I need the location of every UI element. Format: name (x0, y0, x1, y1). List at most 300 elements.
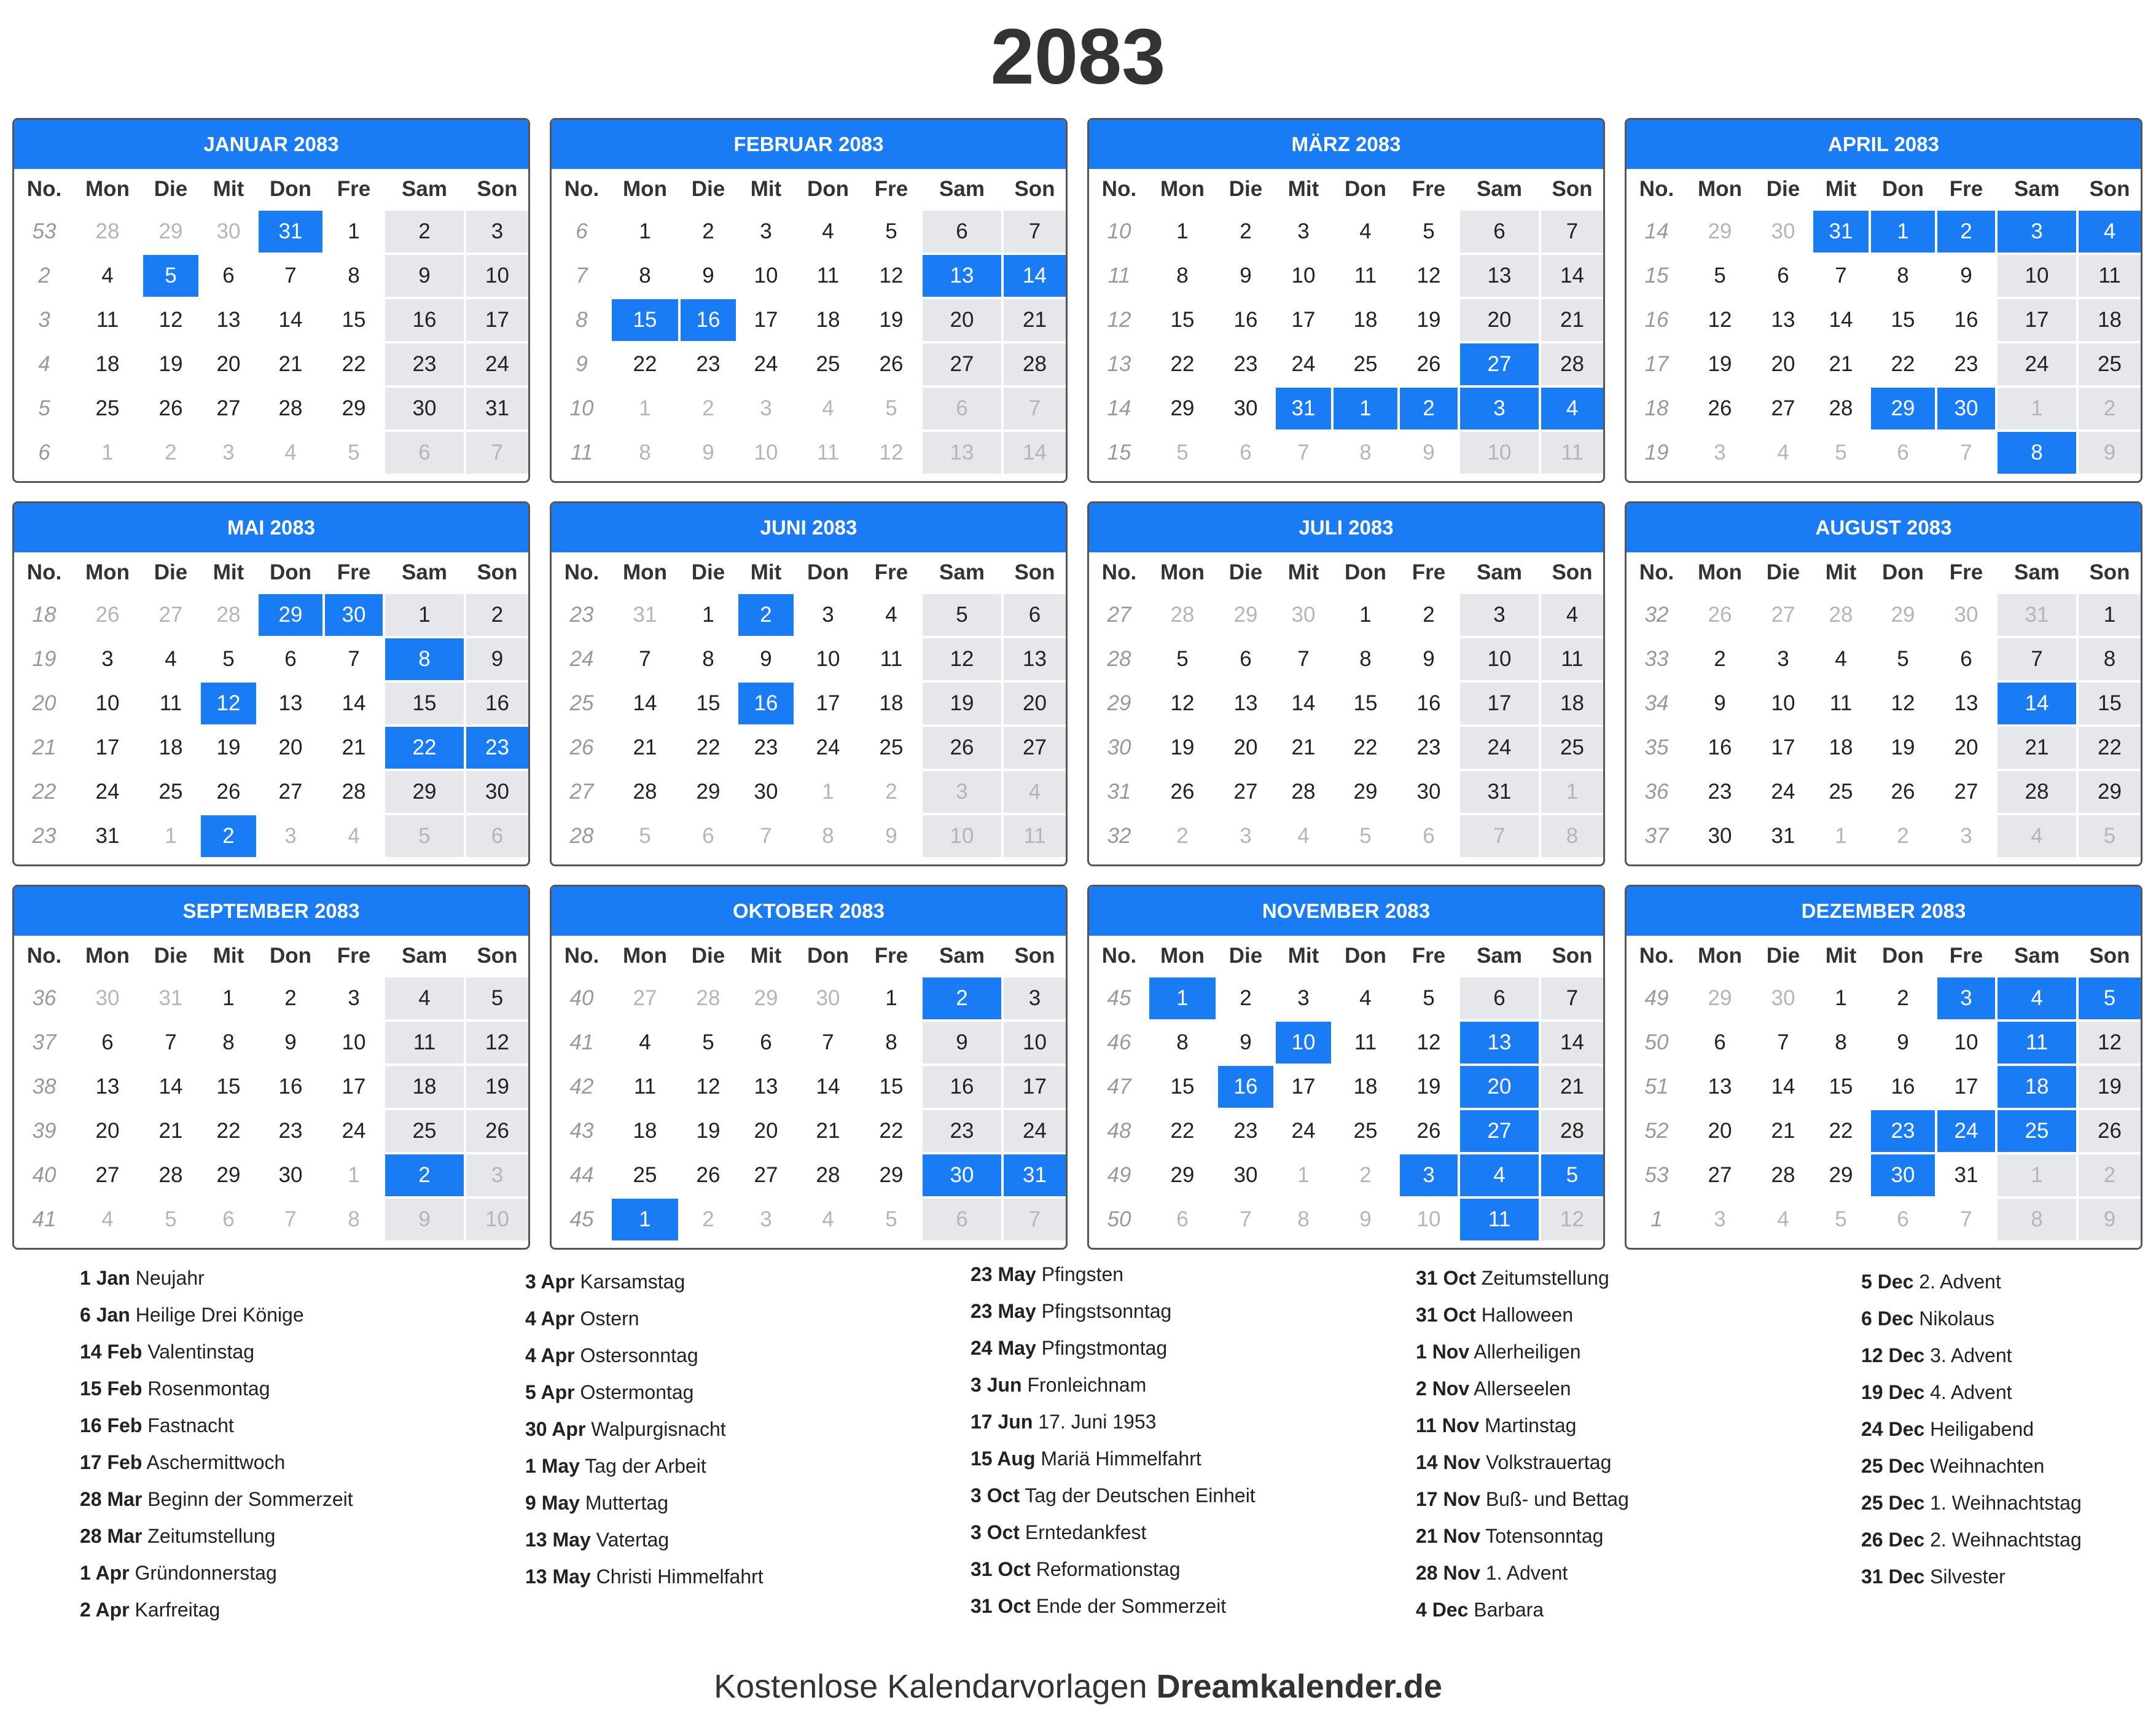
day-cell[interactable]: 20 (1954, 735, 1978, 759)
day-cell[interactable]: 8 (222, 1030, 235, 1054)
day-cell[interactable]: 30 (1954, 603, 1978, 627)
day-cell[interactable]: 25 (1541, 727, 1603, 769)
day-cell-holiday[interactable]: 29 (259, 594, 322, 636)
day-cell[interactable]: 2 (284, 986, 297, 1010)
day-cell[interactable]: 8 (1541, 815, 1603, 857)
day-cell[interactable]: 12 (1541, 1199, 1603, 1240)
day-cell[interactable]: 14 (342, 691, 366, 715)
day-cell[interactable]: 6 (1460, 211, 1539, 253)
day-cell[interactable]: 28 (633, 780, 657, 804)
day-cell-holiday[interactable]: 4 (1998, 977, 2076, 1019)
day-cell[interactable]: 17 (1460, 683, 1539, 724)
day-cell[interactable]: 4 (385, 977, 464, 1019)
day-cell[interactable]: 5 (1176, 647, 1189, 671)
day-cell[interactable]: 1 (1835, 824, 1847, 848)
day-cell[interactable]: 8 (885, 1030, 897, 1054)
day-cell[interactable]: 19 (1708, 352, 1732, 376)
day-cell[interactable]: 6 (1240, 647, 1252, 671)
day-cell-holiday[interactable]: 14 (1998, 683, 2076, 724)
day-cell[interactable]: 29 (2079, 771, 2141, 813)
day-cell-holiday[interactable]: 27 (1460, 1110, 1539, 1152)
day-cell[interactable]: 30 (1771, 219, 1795, 243)
day-cell[interactable]: 19 (1416, 1075, 1441, 1099)
day-cell-holiday[interactable]: 4 (1541, 388, 1603, 429)
day-cell[interactable]: 29 (1829, 1163, 1853, 1187)
day-cell[interactable]: 1 (1998, 388, 2076, 429)
day-cell[interactable]: 17 (816, 691, 840, 715)
day-cell[interactable]: 23 (754, 735, 778, 759)
day-cell[interactable]: 4 (1835, 647, 1847, 671)
day-cell[interactable]: 7 (1004, 211, 1066, 253)
day-cell[interactable]: 4 (822, 219, 834, 243)
day-cell[interactable]: 12 (1891, 691, 1915, 715)
day-cell[interactable]: 7 (1297, 441, 1310, 464)
day-cell[interactable]: 1 (348, 219, 360, 243)
day-cell[interactable]: 23 (1233, 352, 1258, 376)
day-cell[interactable]: 12 (1416, 264, 1441, 288)
day-cell[interactable]: 30 (385, 388, 464, 429)
day-cell[interactable]: 20 (278, 735, 303, 759)
day-cell[interactable]: 26 (1416, 352, 1441, 376)
day-cell[interactable]: 7 (1998, 638, 2076, 680)
day-cell[interactable]: 30 (1771, 986, 1795, 1010)
day-cell[interactable]: 8 (1176, 264, 1189, 288)
day-cell[interactable]: 20 (95, 1119, 120, 1143)
day-cell[interactable]: 19 (466, 1066, 528, 1108)
day-cell[interactable]: 9 (385, 1199, 464, 1240)
day-cell[interactable]: 30 (1233, 396, 1258, 420)
day-cell[interactable]: 9 (1359, 1207, 1372, 1231)
day-cell-holiday[interactable]: 11 (1460, 1199, 1539, 1240)
day-cell[interactable]: 5 (1176, 441, 1189, 464)
day-cell[interactable]: 11 (816, 441, 840, 464)
day-cell[interactable]: 28 (1998, 771, 2076, 813)
day-cell-holiday[interactable]: 3 (1460, 388, 1539, 429)
day-cell[interactable]: 5 (165, 1207, 177, 1231)
day-cell[interactable]: 21 (278, 352, 303, 376)
day-cell[interactable]: 30 (95, 986, 120, 1010)
day-cell[interactable]: 9 (702, 441, 714, 464)
day-cell[interactable]: 13 (1708, 1075, 1732, 1099)
day-cell[interactable]: 28 (1829, 396, 1853, 420)
day-cell[interactable]: 21 (633, 735, 657, 759)
day-cell[interactable]: 9 (2079, 1199, 2141, 1240)
day-cell[interactable]: 26 (466, 1110, 528, 1152)
day-cell[interactable]: 9 (466, 638, 528, 680)
day-cell[interactable]: 23 (1708, 780, 1732, 804)
day-cell[interactable]: 29 (1891, 603, 1915, 627)
day-cell[interactable]: 14 (1771, 1075, 1795, 1099)
day-cell[interactable]: 11 (1004, 815, 1066, 857)
day-cell[interactable]: 31 (1998, 594, 2076, 636)
day-cell[interactable]: 10 (1998, 255, 2076, 297)
day-cell[interactable]: 24 (754, 352, 778, 376)
day-cell[interactable]: 27 (1771, 603, 1795, 627)
day-cell[interactable]: 6 (1897, 1207, 1909, 1231)
day-cell[interactable]: 12 (879, 264, 904, 288)
day-cell[interactable]: 13 (1004, 638, 1066, 680)
day-cell-holiday[interactable]: 30 (325, 594, 383, 636)
day-cell[interactable]: 29 (1170, 1163, 1195, 1187)
day-cell[interactable]: 14 (1829, 308, 1853, 332)
day-cell[interactable]: 11 (816, 264, 840, 288)
day-cell[interactable]: 10 (466, 1199, 528, 1240)
day-cell[interactable]: 30 (1291, 603, 1316, 627)
day-cell[interactable]: 26 (879, 352, 904, 376)
day-cell[interactable]: 5 (885, 1207, 897, 1231)
day-cell[interactable]: 27 (1233, 780, 1258, 804)
day-cell[interactable]: 8 (1835, 1030, 1847, 1054)
day-cell[interactable]: 14 (158, 1075, 183, 1099)
day-cell[interactable]: 8 (348, 264, 360, 288)
day-cell[interactable]: 13 (278, 691, 303, 715)
day-cell[interactable]: 8 (1176, 1030, 1189, 1054)
day-cell[interactable]: 14 (278, 308, 303, 332)
day-cell[interactable]: 28 (696, 986, 721, 1010)
day-cell[interactable]: 16 (466, 683, 528, 724)
day-cell[interactable]: 27 (1004, 727, 1066, 769)
day-cell[interactable]: 6 (1240, 441, 1252, 464)
day-cell-holiday[interactable]: 22 (385, 727, 464, 769)
day-cell[interactable]: 4 (101, 264, 114, 288)
day-cell[interactable]: 25 (1829, 780, 1853, 804)
day-cell-holiday[interactable]: 30 (1871, 1154, 1935, 1196)
day-cell-holiday[interactable]: 3 (1400, 1154, 1458, 1196)
day-cell[interactable]: 12 (1170, 691, 1195, 715)
day-cell[interactable]: 18 (1353, 308, 1378, 332)
day-cell[interactable]: 1 (1998, 1154, 2076, 1196)
day-cell[interactable]: 19 (696, 1119, 721, 1143)
day-cell-holiday[interactable]: 18 (1998, 1066, 2076, 1108)
day-cell[interactable]: 21 (1829, 352, 1853, 376)
day-cell[interactable]: 17 (1291, 1075, 1316, 1099)
day-cell[interactable]: 6 (923, 211, 1001, 253)
day-cell[interactable]: 17 (754, 308, 778, 332)
day-cell[interactable]: 11 (96, 308, 119, 332)
day-cell[interactable]: 24 (342, 1119, 366, 1143)
day-cell[interactable]: 19 (1891, 735, 1915, 759)
day-cell[interactable]: 5 (885, 396, 897, 420)
day-cell-holiday[interactable]: 5 (1541, 1154, 1603, 1196)
day-cell[interactable]: 14 (816, 1075, 840, 1099)
day-cell[interactable]: 2 (702, 1207, 714, 1231)
day-cell[interactable]: 7 (1460, 815, 1539, 857)
day-cell[interactable]: 12 (466, 1022, 528, 1064)
day-cell[interactable]: 1 (822, 780, 834, 804)
day-cell[interactable]: 31 (1460, 771, 1539, 813)
day-cell[interactable]: 31 (158, 986, 183, 1010)
day-cell[interactable]: 26 (1708, 603, 1732, 627)
day-cell-holiday[interactable]: 27 (1460, 343, 1539, 385)
day-cell[interactable]: 3 (822, 603, 834, 627)
day-cell-holiday[interactable]: 24 (1937, 1110, 1995, 1152)
day-cell[interactable]: 19 (2079, 1066, 2141, 1108)
day-cell[interactable]: 6 (284, 647, 297, 671)
day-cell-holiday[interactable]: 13 (923, 255, 1001, 297)
day-cell[interactable]: 20 (216, 352, 241, 376)
day-cell[interactable]: 25 (158, 780, 183, 804)
day-cell-holiday[interactable]: 20 (1460, 1066, 1539, 1108)
day-cell[interactable]: 2 (1240, 219, 1252, 243)
day-cell[interactable]: 8 (1998, 1199, 2076, 1240)
day-cell[interactable]: 11 (633, 1075, 657, 1099)
day-cell[interactable]: 15 (216, 1075, 241, 1099)
day-cell[interactable]: 4 (348, 824, 360, 848)
day-cell[interactable]: 10 (95, 691, 120, 715)
day-cell[interactable]: 13 (1771, 308, 1795, 332)
day-cell[interactable]: 29 (158, 219, 183, 243)
day-cell[interactable]: 24 (816, 735, 840, 759)
day-cell[interactable]: 2 (385, 211, 464, 253)
day-cell[interactable]: 9 (1240, 264, 1252, 288)
day-cell[interactable]: 6 (760, 1030, 772, 1054)
day-cell-holiday[interactable]: 2 (1937, 211, 1995, 253)
day-cell[interactable]: 29 (1708, 986, 1732, 1010)
day-cell[interactable]: 10 (923, 815, 1001, 857)
day-cell[interactable]: 18 (1829, 735, 1853, 759)
day-cell[interactable]: 9 (923, 1022, 1001, 1064)
day-cell[interactable]: 3 (222, 441, 235, 464)
day-cell[interactable]: 20 (754, 1119, 778, 1143)
day-cell[interactable]: 1 (165, 824, 177, 848)
day-cell[interactable]: 26 (95, 603, 120, 627)
day-cell[interactable]: 1 (1176, 219, 1189, 243)
day-cell[interactable]: 20 (1771, 352, 1795, 376)
day-cell[interactable]: 8 (639, 264, 651, 288)
day-cell[interactable]: 22 (696, 735, 721, 759)
day-cell[interactable]: 24 (1291, 352, 1316, 376)
day-cell[interactable]: 23 (1233, 1119, 1258, 1143)
day-cell[interactable]: 14 (1541, 1022, 1603, 1064)
day-cell[interactable]: 6 (1004, 594, 1066, 636)
day-cell[interactable]: 22 (342, 352, 366, 376)
day-cell[interactable]: 16 (1954, 308, 1978, 332)
day-cell[interactable]: 8 (1897, 264, 1909, 288)
day-cell[interactable]: 6 (702, 824, 714, 848)
day-cell[interactable]: 7 (1960, 441, 1972, 464)
day-cell[interactable]: 23 (385, 343, 464, 385)
day-cell[interactable]: 10 (1954, 1030, 1978, 1054)
day-cell[interactable]: 31 (633, 603, 657, 627)
day-cell[interactable]: 15 (696, 691, 721, 715)
day-cell[interactable]: 26 (2079, 1110, 2141, 1152)
day-cell[interactable]: 10 (1416, 1207, 1441, 1231)
day-cell[interactable]: 27 (1708, 1163, 1732, 1187)
day-cell[interactable]: 14 (1291, 691, 1316, 715)
day-cell[interactable]: 7 (639, 647, 651, 671)
day-cell-holiday[interactable]: 30 (1937, 388, 1995, 429)
day-cell[interactable]: 28 (278, 396, 303, 420)
day-cell-holiday[interactable]: 4 (1460, 1154, 1539, 1196)
day-cell[interactable]: 26 (1170, 780, 1195, 804)
day-cell-holiday[interactable]: 3 (1937, 977, 1995, 1019)
day-cell-holiday[interactable]: 2 (738, 594, 794, 636)
day-cell[interactable]: 7 (348, 647, 360, 671)
day-cell[interactable]: 3 (1460, 594, 1539, 636)
day-cell[interactable]: 27 (923, 343, 1001, 385)
day-cell[interactable]: 4 (165, 647, 177, 671)
day-cell[interactable]: 8 (702, 647, 714, 671)
day-cell[interactable]: 23 (1416, 735, 1441, 759)
day-cell[interactable]: 4 (885, 603, 897, 627)
day-cell[interactable]: 2 (1359, 1163, 1372, 1187)
day-cell[interactable]: 3 (1297, 219, 1310, 243)
day-cell[interactable]: 3 (760, 1207, 772, 1231)
day-cell[interactable]: 3 (284, 824, 297, 848)
day-cell[interactable]: 5 (466, 977, 528, 1019)
day-cell[interactable]: 7 (1541, 211, 1603, 253)
day-cell[interactable]: 9 (702, 264, 714, 288)
day-cell[interactable]: 31 (466, 388, 528, 429)
day-cell[interactable]: 21 (1004, 299, 1066, 341)
day-cell[interactable]: 12 (1708, 308, 1732, 332)
day-cell[interactable]: 7 (1960, 1207, 1972, 1231)
day-cell[interactable]: 5 (1423, 219, 1435, 243)
day-cell[interactable]: 4 (1777, 1207, 1789, 1231)
day-cell[interactable]: 3 (760, 219, 772, 243)
day-cell[interactable]: 5 (1359, 824, 1372, 848)
day-cell[interactable]: 1 (385, 594, 464, 636)
day-cell-holiday[interactable]: 1 (1149, 977, 1216, 1019)
day-cell[interactable]: 28 (342, 780, 366, 804)
day-cell[interactable]: 29 (696, 780, 721, 804)
day-cell[interactable]: 17 (95, 735, 120, 759)
day-cell[interactable]: 12 (879, 441, 904, 464)
day-cell[interactable]: 11 (1541, 638, 1603, 680)
day-cell-holiday[interactable]: 14 (1004, 255, 1066, 297)
day-cell-holiday[interactable]: 5 (143, 255, 198, 297)
day-cell[interactable]: 3 (1004, 977, 1066, 1019)
day-cell[interactable]: 13 (95, 1075, 120, 1099)
day-cell-holiday[interactable]: 30 (923, 1154, 1001, 1196)
day-cell-holiday[interactable]: 29 (1871, 388, 1935, 429)
day-cell[interactable]: 28 (158, 1163, 183, 1187)
day-cell[interactable]: 26 (216, 780, 241, 804)
day-cell[interactable]: 7 (1297, 647, 1310, 671)
day-cell[interactable]: 4 (639, 1030, 651, 1054)
day-cell[interactable]: 9 (1897, 1030, 1909, 1054)
day-cell[interactable]: 28 (1291, 780, 1316, 804)
day-cell[interactable]: 1 (1541, 771, 1603, 813)
day-cell[interactable]: 21 (816, 1119, 840, 1143)
day-cell[interactable]: 18 (879, 691, 904, 715)
day-cell[interactable]: 29 (342, 396, 366, 420)
day-cell[interactable]: 25 (1353, 1119, 1378, 1143)
day-cell[interactable]: 18 (385, 1066, 464, 1108)
day-cell[interactable]: 3 (1777, 647, 1789, 671)
day-cell[interactable]: 25 (816, 352, 840, 376)
day-cell[interactable]: 18 (1541, 683, 1603, 724)
day-cell[interactable]: 2 (885, 780, 897, 804)
day-cell[interactable]: 7 (284, 1207, 297, 1231)
day-cell[interactable]: 21 (1291, 735, 1316, 759)
day-cell[interactable]: 16 (1416, 691, 1441, 715)
day-cell[interactable]: 6 (385, 432, 464, 474)
day-cell[interactable]: 11 (1354, 264, 1377, 288)
day-cell[interactable]: 4 (822, 1207, 834, 1231)
day-cell[interactable]: 25 (385, 1110, 464, 1152)
day-cell[interactable]: 1 (1835, 986, 1847, 1010)
day-cell[interactable]: 14 (633, 691, 657, 715)
day-cell[interactable]: 31 (1954, 1163, 1978, 1187)
day-cell[interactable]: 19 (1170, 735, 1195, 759)
day-cell[interactable]: 7 (1835, 264, 1847, 288)
day-cell[interactable]: 9 (1714, 691, 1726, 715)
day-cell[interactable]: 19 (923, 683, 1001, 724)
day-cell[interactable]: 9 (1423, 647, 1435, 671)
day-cell[interactable]: 6 (1423, 824, 1435, 848)
day-cell[interactable]: 15 (342, 308, 366, 332)
day-cell[interactable]: 15 (1170, 308, 1195, 332)
day-cell[interactable]: 7 (165, 1030, 177, 1054)
day-cell[interactable]: 27 (1954, 780, 1978, 804)
day-cell[interactable]: 11 (159, 691, 182, 715)
day-cell[interactable]: 18 (95, 352, 120, 376)
day-cell[interactable]: 7 (1004, 388, 1066, 429)
day-cell[interactable]: 24 (1291, 1119, 1316, 1143)
day-cell[interactable]: 9 (760, 647, 772, 671)
day-cell[interactable]: 16 (923, 1066, 1001, 1108)
day-cell[interactable]: 3 (1960, 824, 1972, 848)
day-cell-holiday[interactable]: 2 (385, 1154, 464, 1196)
day-cell[interactable]: 20 (1708, 1119, 1732, 1143)
day-cell[interactable]: 16 (385, 299, 464, 341)
day-cell[interactable]: 3 (923, 771, 1001, 813)
day-cell[interactable]: 9 (1423, 441, 1435, 464)
day-cell[interactable]: 2 (466, 594, 528, 636)
day-cell[interactable]: 28 (1829, 603, 1853, 627)
day-cell[interactable]: 18 (158, 735, 183, 759)
day-cell[interactable]: 19 (879, 308, 904, 332)
day-cell[interactable]: 30 (754, 780, 778, 804)
day-cell[interactable]: 30 (1233, 1163, 1258, 1187)
day-cell[interactable]: 9 (885, 824, 897, 848)
day-cell[interactable]: 29 (879, 1163, 904, 1187)
day-cell[interactable]: 9 (2079, 432, 2141, 474)
day-cell[interactable]: 8 (1359, 441, 1372, 464)
day-cell[interactable]: 7 (1777, 1030, 1789, 1054)
day-cell[interactable]: 22 (2079, 727, 2141, 769)
day-cell[interactable]: 2 (2079, 388, 2141, 429)
day-cell[interactable]: 30 (1708, 824, 1732, 848)
day-cell-holiday[interactable]: 16 (738, 683, 794, 724)
day-cell[interactable]: 10 (1460, 638, 1539, 680)
day-cell[interactable]: 3 (101, 647, 114, 671)
day-cell[interactable]: 1 (1359, 603, 1372, 627)
day-cell[interactable]: 5 (1835, 441, 1847, 464)
day-cell[interactable]: 8 (1359, 647, 1372, 671)
day-cell[interactable]: 4 (1541, 594, 1603, 636)
day-cell[interactable]: 6 (923, 388, 1001, 429)
day-cell[interactable]: 26 (1891, 780, 1915, 804)
day-cell[interactable]: 4 (1359, 986, 1372, 1010)
day-cell[interactable]: 14 (1541, 255, 1603, 297)
day-cell[interactable]: 4 (822, 396, 834, 420)
day-cell[interactable]: 9 (1960, 264, 1972, 288)
day-cell[interactable]: 10 (1460, 432, 1539, 474)
day-cell[interactable]: 16 (1708, 735, 1732, 759)
day-cell-holiday[interactable]: 15 (612, 299, 678, 341)
day-cell[interactable]: 7 (760, 824, 772, 848)
day-cell[interactable]: 24 (466, 343, 528, 385)
day-cell-holiday[interactable]: 10 (1276, 1022, 1331, 1064)
day-cell[interactable]: 12 (1416, 1030, 1441, 1054)
day-cell-holiday[interactable]: 13 (1460, 1022, 1539, 1064)
day-cell[interactable]: 3 (760, 396, 772, 420)
day-cell-holiday[interactable]: 2 (201, 815, 256, 857)
day-cell-holiday[interactable]: 8 (385, 638, 464, 680)
day-cell[interactable]: 10 (466, 255, 528, 297)
